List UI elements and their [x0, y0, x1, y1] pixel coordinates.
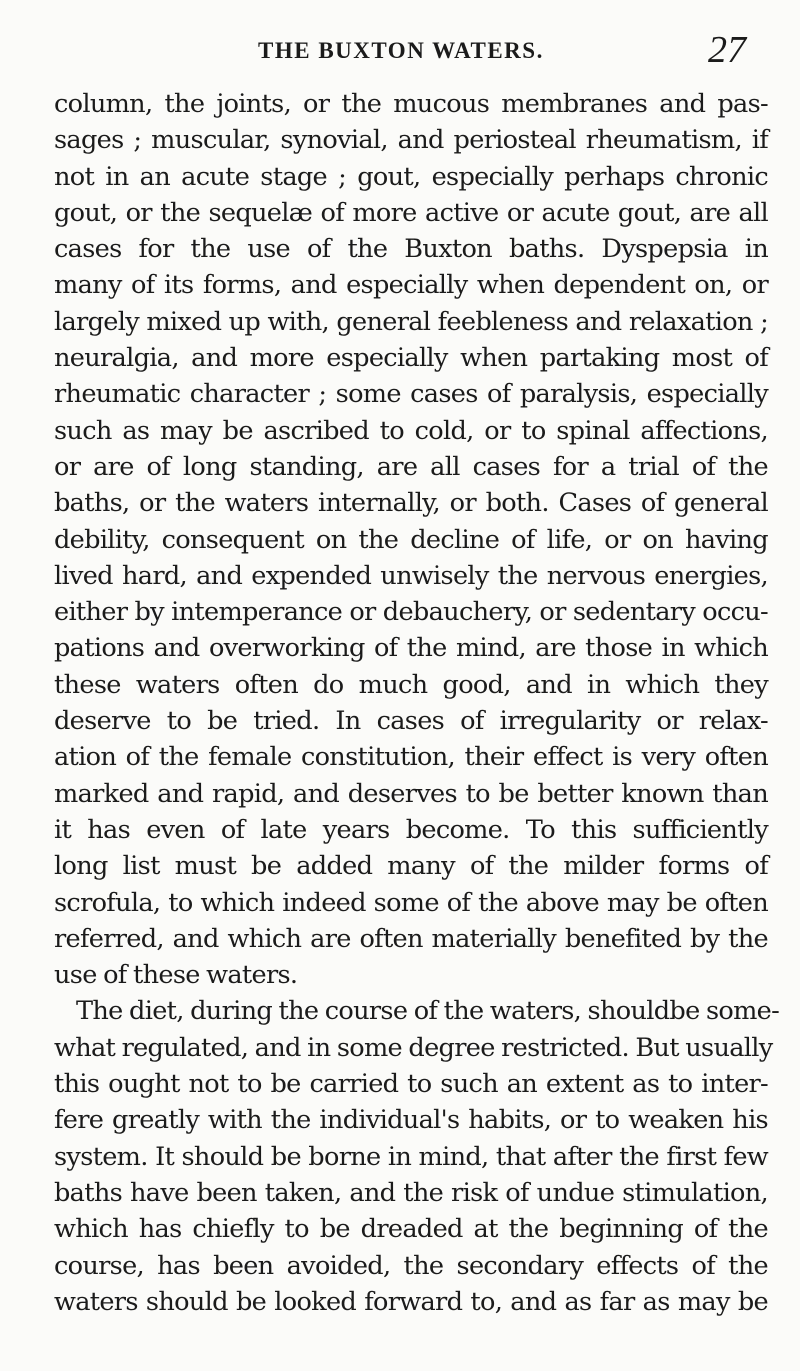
text-line: fere greatly with the individual's habits, or to weaken his: [54, 1105, 768, 1136]
text-line: baths, or the waters internally, or both. Cases of general: [54, 488, 768, 519]
page-number: 27: [708, 29, 746, 71]
paragraph-end-line: use of these waters.: [54, 960, 298, 991]
text-line: long list must be added many of the milder forms of: [54, 851, 768, 882]
text-line: pations and overworking of the mind, are those in which: [54, 633, 768, 664]
text-line: either by intemperance or debauchery, or sedentary occu-: [54, 597, 768, 628]
text-line: marked and rapid, and deserves to be better known than: [54, 778, 768, 809]
text-line: sages ; muscular, synovial, and periosteal rheumatism, if: [54, 125, 768, 156]
text-line: neuralgia, and more especially when partaking most of: [54, 343, 768, 374]
text-line: system. It should be borne in mind, that after the first few: [54, 1141, 768, 1172]
text-line: baths have been taken, and the risk of undue stimulation,: [54, 1177, 768, 1208]
text-line: gout, or the sequelæ of more active or acute gout, are all: [54, 197, 768, 228]
text-line: this ought not to be carried to such an extent as to inter-: [54, 1069, 768, 1100]
text-line: which has chiefly to be dreaded at the beginning of the: [54, 1214, 768, 1245]
text-line: lived hard, and expended unwisely the nervous energies,: [54, 560, 768, 591]
text-line: such as may be ascribed to cold, or to spinal affections,: [54, 415, 768, 446]
text-line: scrofula, to which indeed some of the above may be often: [54, 887, 768, 918]
text-line: waters should be looked forward to, and as far as may be: [54, 1286, 768, 1317]
text-line: what regulated, and in some degree restricted. But usually: [54, 1032, 773, 1063]
text-line: column, the joints, or the mucous membranes and pas-: [54, 89, 768, 119]
text-line: course, has been avoided, the secondary effects of the: [54, 1250, 768, 1281]
running-head: THE BUXTON WATERS.: [258, 38, 544, 63]
text-line: cases for the use of the Buxton baths. Dyspepsia in: [54, 234, 768, 265]
text-line: it has even of late years become. To this sufficiently: [54, 814, 768, 845]
text-line: largely mixed up with, general feebleness and relaxation ;: [54, 306, 768, 337]
text-line: many of its forms, and especially when dependent on, or: [54, 270, 768, 301]
text-line: deserve to be tried. In cases of irregularity or relax-: [54, 706, 768, 737]
text-line: or are of long standing, are all cases for a trial of the: [54, 451, 768, 482]
text-line: ation of the female constitution, their effect is very often: [54, 742, 768, 773]
page-header: [0, 29, 800, 74]
text-line: referred, and which are often materially benefited by the: [54, 923, 768, 954]
text-line: rheumatic character ; some cases of paralysis, especially: [54, 379, 768, 410]
paragraph-start-line: The diet, during the course of the waters, shouldbe some-: [76, 996, 780, 1027]
text-line: not in an acute stage ; gout, especially perhaps chronic: [54, 161, 768, 192]
text-line: debility, consequent on the decline of life, or on having: [54, 524, 768, 555]
body-text: [54, 86, 780, 1320]
text-line: these waters often do much good, and in which they: [54, 669, 768, 700]
